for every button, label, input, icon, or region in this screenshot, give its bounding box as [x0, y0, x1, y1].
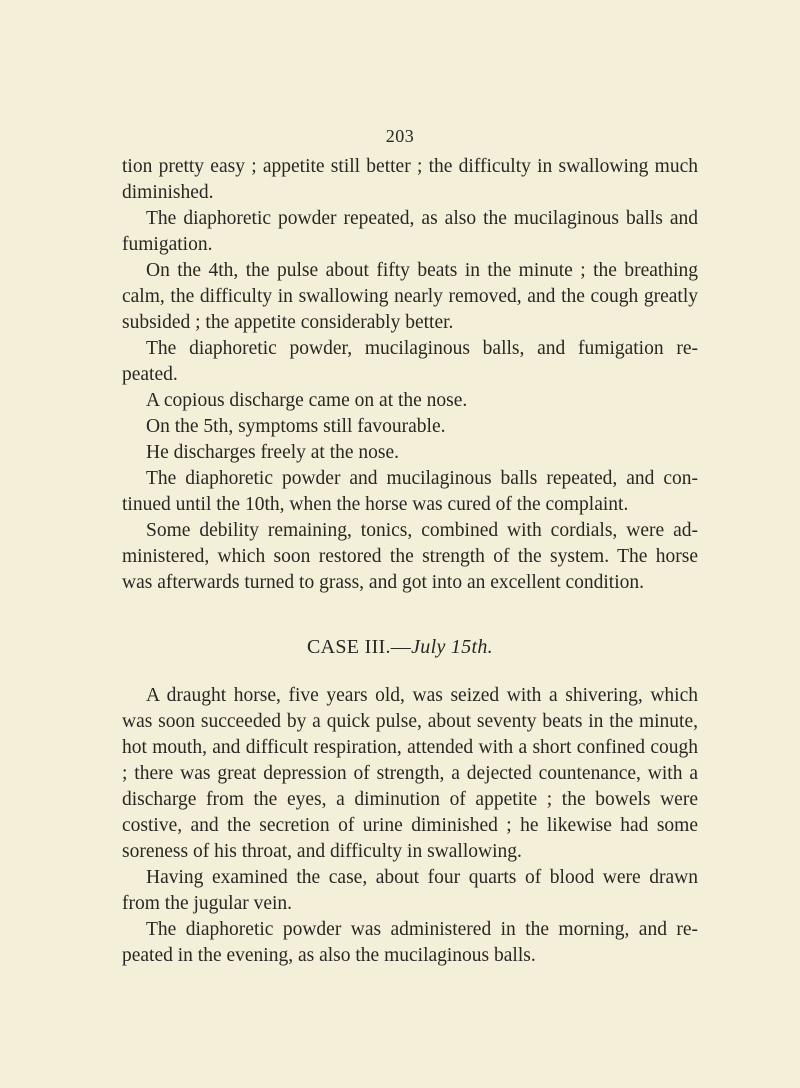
case-heading [0, 636, 800, 659]
paragraph: A copious discharge came on at the nose. [146, 390, 468, 411]
paragraph: On the 5th, symptoms still favourable. [146, 416, 446, 437]
text-section-case-three [122, 683, 698, 969]
paragraph: The diaphoretic powder and mucilaginous balls repeated, and con- tinued until the 10th, when the horse was cured of the complaint. [122, 468, 698, 515]
paragraph: Having examined the case, about four quarts of blood were drawn from the jugular vein. [122, 867, 698, 914]
paragraph: A draught horse, five years old, was seized with a shivering, which was soon succeeded by a quick pulse, about seventy beats in the minute, hot mouth, and difficult respiration, attended with a short confined cough ; there was great depression of strength, a dejected countenance, with a discharge from the eyes, a diminution of appetite ; the bowels were costive, and the secretion of urine diminished ; he likewise had some soreness of his throat, and difficulty in swallowing. [122, 685, 698, 862]
paragraph: He discharges freely at the nose. [146, 442, 400, 463]
paragraph: Some debility remaining, tonics, combined with cordials, were ad- ministered, which soon restored the strength of the system. The horse was afterwards turned to grass, and got into an excellent condition. [122, 520, 698, 593]
paragraph: The diaphoretic powder was administered in the morning, and re- peated in the evening, as also the mucilaginous balls. [122, 919, 698, 966]
paragraph: tion pretty easy ; appetite still better ; the difficulty in swallowing much diminished. [122, 156, 698, 203]
case-label: CASE III.— [307, 636, 412, 658]
case-date: July 15th. [411, 636, 493, 658]
text-section-before-case [122, 154, 698, 596]
page-number: 203 [385, 126, 415, 146]
paragraph: On the 4th, the pulse about fifty beats in the minute ; the breathing calm, the difficulty in swallowing nearly removed, and the cough greatly subsided ; the appetite considerably better. [122, 260, 698, 333]
paragraph: The diaphoretic powder repeated, as also the mucilaginous balls and fumigation. [122, 208, 698, 255]
paragraph: The diaphoretic powder, mucilaginous balls, and fumigation re- peated. [122, 338, 698, 385]
